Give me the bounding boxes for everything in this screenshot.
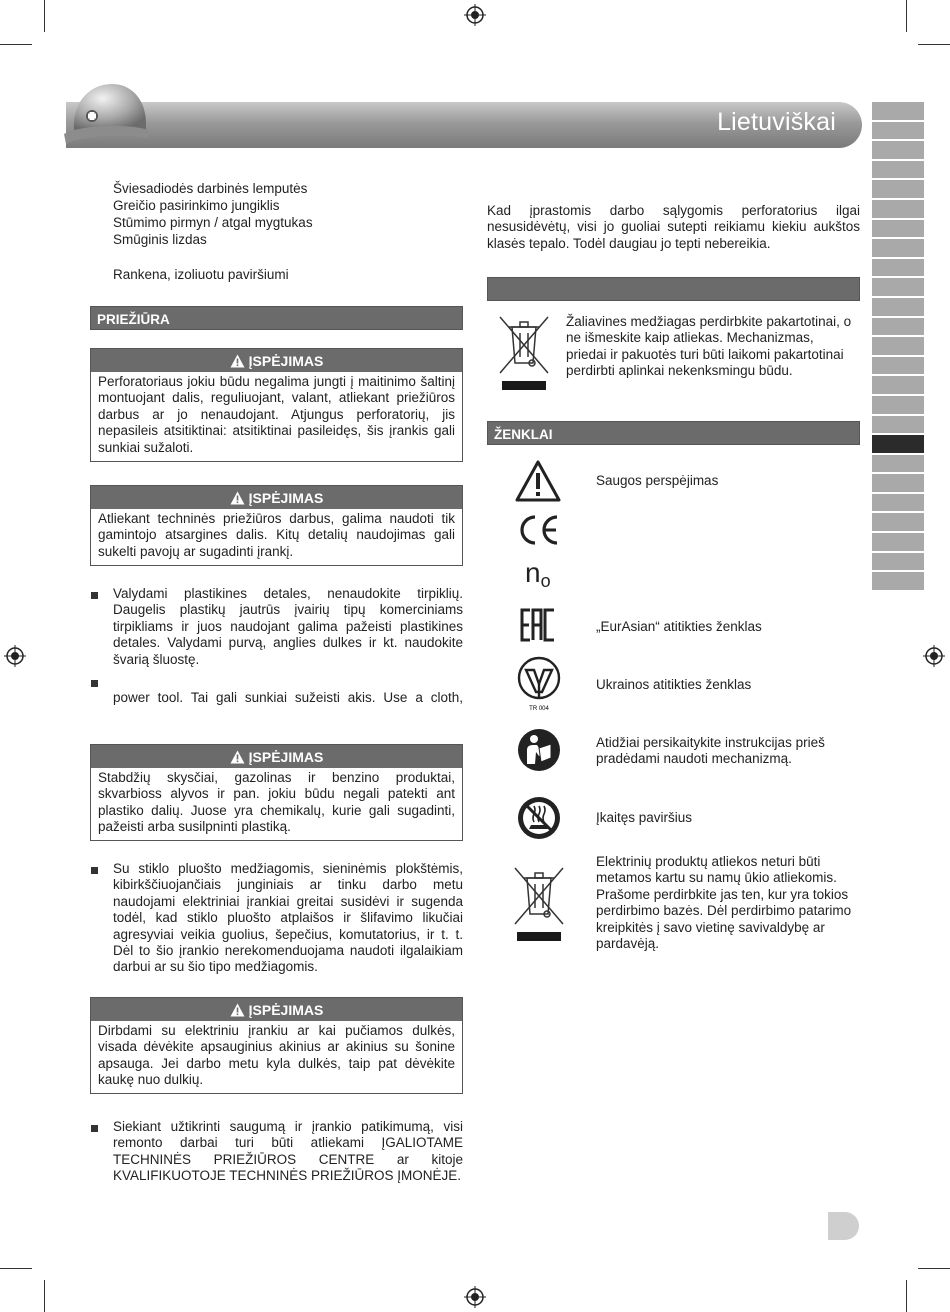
- symbol-label: Elektrinių produktų atliekos neturi būti metamos kartu su namų ūkio atliekomis. Prašome perdirbkite jas ten, kur yra tokios perdirbimo bazės. Dėl perdirbimo patarimo kreipkitės į savo vietinę savivaldybę ar pardavėją.: [596, 854, 852, 952]
- bullet-text: Siekiant užtikrinti saugumą ir įrankio patikimumą, visi remonto darbai turi būti atliekami ĮGALIOTAME TECHNINĖS PRIEŽIŪROS CENTRE ar kitoje KVALIFIKUOTOJE TECHNINĖS PRIEŽIŪROS ĮMONĖJE.: [113, 1119, 463, 1184]
- environment-text: Žaliavines medžiagas perdirbkite pakartotinai, o ne išmeskite kaip atliekas. Mechanizmas, priedai ir pakuotės turi būti laikomi pakartotinai perdirbti aplinkai nekenksmingu būdu.: [566, 314, 852, 379]
- tab-marker: [872, 141, 924, 161]
- warning-label: ĮSPĖJIMAS: [248, 490, 324, 506]
- crop-mark: [918, 1268, 950, 1269]
- warning-header: [91, 998, 462, 1021]
- warning-header: [91, 486, 462, 509]
- tab-marker: [872, 474, 924, 494]
- crop-mark: [906, 0, 907, 32]
- warning-triangle-icon: [230, 1003, 245, 1017]
- tab-marker: [872, 396, 924, 416]
- no-symbol-text: no: [525, 557, 551, 591]
- parts-list-item: Greičio pasirinkimo jungiklis: [113, 198, 280, 213]
- tab-marker: [872, 533, 924, 553]
- registration-mark-icon: [464, 4, 486, 26]
- tab-marker: [872, 298, 924, 318]
- registration-mark-icon: [4, 645, 26, 667]
- weee-bin-icon: [496, 313, 552, 391]
- bullet-icon: [91, 867, 98, 874]
- warning-box: [90, 348, 463, 462]
- crop-mark: [0, 1268, 32, 1269]
- symbol-label: Ukrainos atitikties ženklas: [596, 677, 752, 692]
- bullet-text: Valydami plastikines detales, nenaudokite tirpiklių. Daugelis plastikų jautrūs įvairių tipų komerciniams tirpikliams ir juos naudojant galima pažeisti plastikines detales. Valydami purvą, anglies dulkes ir kt. naudokite švarią šluostę.: [113, 586, 463, 667]
- tab-marker: [872, 102, 924, 122]
- tab-marker: [872, 553, 924, 573]
- registration-mark-icon: [923, 645, 945, 667]
- lubrication-text: Kad įprastomis darbo sąlygomis perforatorius ilgai nesusidėvėtų, visi jo guoliai sutepti reikiamu kiekiu aukštos klasės tepalo. Todėl daugiau jo tepti nebereikia.: [487, 203, 860, 251]
- ce-mark-icon: [517, 514, 561, 546]
- tab-marker: [872, 572, 924, 592]
- tab-marker: [872, 376, 924, 396]
- warning-triangle-icon: [514, 459, 562, 503]
- warning-text: Perforatoriaus jokiu būdu negalima jungti į maitinimo šaltinį montuojant dalis, reguliuojant, valant, atliekant priežiūros darbus ar jo nenaudojant. Atjungus perforatorių, jis nepasileis atsitiktinai: atsitiktinai pasileidęs, šis įrankis gali sunkiai sužaloti.: [98, 374, 455, 455]
- crop-mark: [44, 0, 45, 32]
- tab-marker: [872, 278, 924, 298]
- parts-list-item: Rankena, izoliuotu paviršiumi: [113, 267, 289, 282]
- tab-marker: [872, 161, 924, 181]
- tab-marker: [872, 337, 924, 357]
- maintenance-heading: PRIEŽIŪRA: [90, 306, 463, 330]
- bullet-icon: [91, 1125, 98, 1132]
- tab-marker: [872, 122, 924, 142]
- warning-box: [90, 744, 463, 841]
- tab-marker: [872, 455, 924, 475]
- parts-list-item: Šviesadiodės darbinės lemputės: [113, 181, 308, 196]
- warning-header: [91, 745, 462, 768]
- registration-mark-icon: [464, 1286, 486, 1308]
- helmet-icon: [62, 74, 148, 150]
- bullet-text: power tool. Tai gali sunkiai sužeisti akis. Use a cloth,: [113, 690, 463, 705]
- warning-header: [91, 349, 462, 372]
- read-manual-icon: [517, 728, 561, 772]
- symbol-label: „EurAsian“ atitikties ženklas: [596, 619, 762, 634]
- ukraine-conformity-icon: [516, 654, 562, 712]
- eac-mark-icon: [519, 606, 557, 644]
- ua-mark-code: TR 004: [529, 706, 549, 712]
- environment-heading: [487, 277, 860, 301]
- tab-marker: [872, 180, 924, 200]
- tab-marker: [872, 416, 924, 436]
- hot-surface-icon: [517, 796, 561, 840]
- bullet-icon: [91, 592, 98, 599]
- header-bar: [66, 102, 862, 148]
- page-title: Lietuviškai: [717, 108, 836, 136]
- tab-marker: [872, 513, 924, 533]
- warning-label: ĮSPĖJIMAS: [248, 353, 324, 369]
- parts-list-item: Stūmimo pirmyn / atgal mygtukas: [113, 215, 313, 230]
- tab-marker: [872, 220, 924, 240]
- tab-marker: [872, 239, 924, 259]
- warning-label: ĮSPĖJIMAS: [248, 749, 324, 765]
- symbol-label: Saugos perspėjimas: [596, 473, 719, 488]
- no-symbol-icon: [525, 558, 551, 596]
- warning-text: Atliekant techninės priežiūros darbus, galima naudoti tik gamintojo atsargines dalis. Kitų detalių naudojimas gali sukelti pavojų ar sugadinti įrankį.: [98, 511, 455, 559]
- symbol-label: Atidžiai persikaitykite instrukcijas prieš pradėdami naudoti mechanizmą.: [596, 735, 825, 767]
- warning-box: [90, 997, 463, 1094]
- no-symbol-subscript: o: [540, 571, 551, 591]
- crop-mark: [918, 44, 950, 45]
- warning-label: ĮSPĖJIMAS: [248, 1002, 324, 1018]
- tab-marker: [872, 494, 924, 514]
- crop-mark: [0, 44, 32, 45]
- tab-marker: [872, 318, 924, 338]
- tab-marker: [872, 259, 924, 279]
- warning-text: Dirbdami su elektriniu įrankiu ar kai pučiamos dulkės, visada dėvėkite apsauginius akinius ar akinius su šonine apsauga. Jei darbo metu kyla dulkės, taip pat dėvėkite kaukę nuo dulkių.: [98, 1023, 455, 1088]
- warning-text: Stabdžių skysčiai, gazolinas ir benzino produktai, skvarbioss alyvos ir pan. jokiu būdu negali patekti ant plastiko dalių. Juose yra chemikalų, kurie gali sugadinti, pažeisti arba susilpninti plastiką.: [98, 770, 455, 835]
- warning-triangle-icon: [230, 491, 245, 505]
- tab-marker-active: [872, 435, 924, 455]
- crop-mark: [44, 1280, 45, 1312]
- warning-box: [90, 485, 463, 566]
- warning-triangle-icon: [230, 750, 245, 764]
- tab-marker: [872, 357, 924, 377]
- section-tabs: [872, 102, 924, 592]
- page-number-tab: [828, 1212, 859, 1240]
- warning-triangle-icon: [230, 354, 245, 368]
- crop-mark: [906, 1280, 907, 1312]
- parts-list-item: Smūginis lizdas: [113, 232, 207, 247]
- tab-marker: [872, 200, 924, 220]
- bullet-text: Su stiklo pluošto medžiagomis, sieninėmis plokštėmis, kibirkščiuojančiais junginiais ar tinku darbo metu naudojami elektriniai įrankiai greitai susidėvi ir sugenda todėl, kad stiklo pluošto atplaišos ir šlifavimo likučiai agresyviai veikia guolius, šepečius, komutatorius, ir t. t. Dėl to šio įrankio nerekomenduojama naudoti ilgalaikiam darbui ar su šio tipo medžiagomis.: [113, 861, 463, 975]
- bullet-icon: [91, 680, 98, 687]
- symbols-heading: ŽENKLAI: [487, 421, 860, 445]
- symbol-label: Įkaitęs paviršius: [596, 810, 693, 825]
- weee-bin-icon: [511, 864, 567, 942]
